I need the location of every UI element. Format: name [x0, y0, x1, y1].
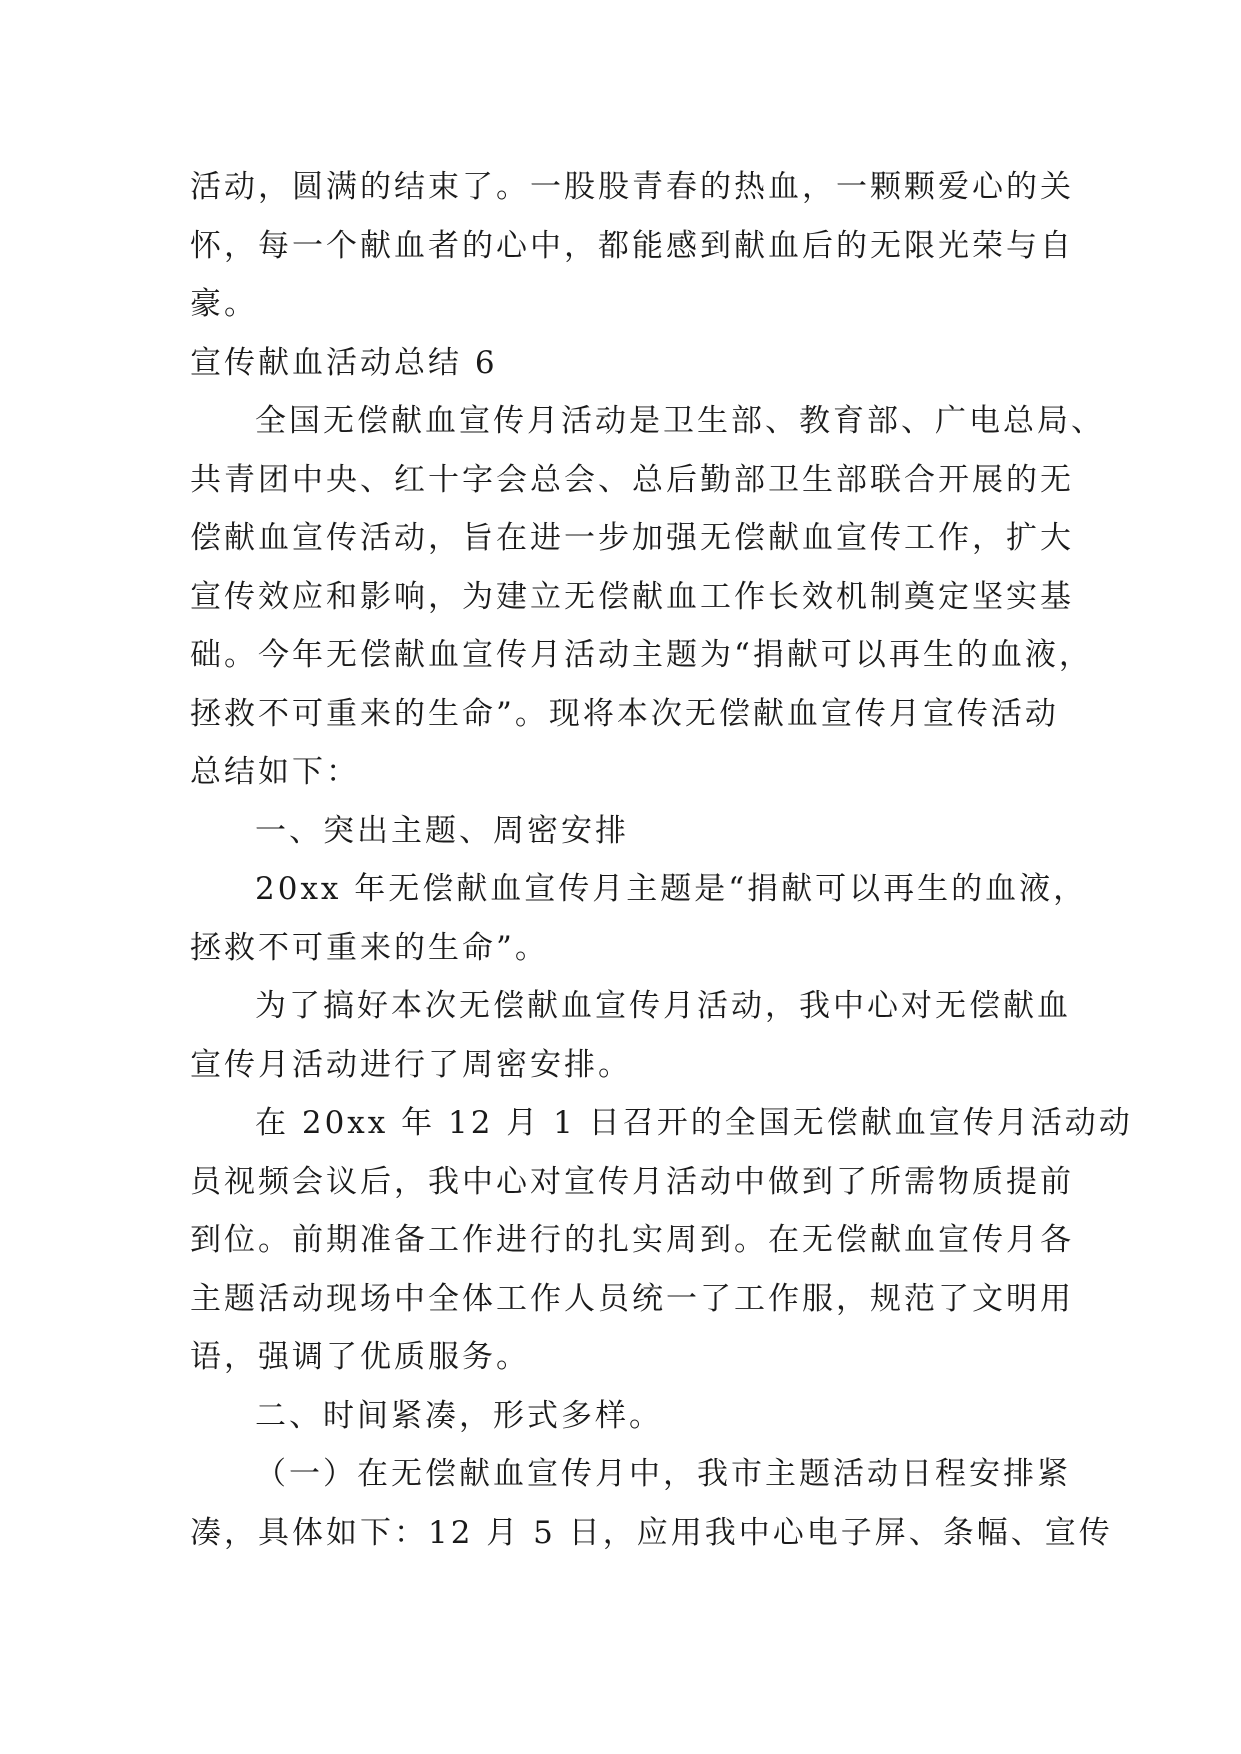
text-line: 员视频会议后，我中心对宣传月活动中做到了所需物质提前 — [190, 1163, 1074, 1200]
text-line: 到位。前期准备工作进行的扎实周到。在无偿献血宣传月各 — [190, 1222, 1074, 1258]
text-line: 活动，圆满的结束了。一股股青春的热血，一颗颗爱心的关 — [190, 169, 1074, 205]
text-line: 为了搞好本次无偿献血宣传月活动，我中心对无偿献血 — [255, 988, 1071, 1024]
text-line: 豪。 — [190, 286, 258, 322]
text-line: 共青团中央、红十字会总会、总后勤部卫生部联合开展的无 — [190, 461, 1074, 498]
text-line: 二、时间紧凑，形式多样。 — [255, 1397, 663, 1434]
text-line: 怀，每一个献血者的心中，都能感到献血后的无限光荣与自 — [190, 227, 1074, 264]
text-line: 础。今年无偿献血宣传月活动主题为“捐献可以再生的血液， — [190, 637, 1093, 673]
text-line: 偿献血宣传活动，旨在进一步加强无偿献血宣传工作，扩大 — [190, 520, 1074, 556]
text-line: 拯救不可重来的生命”。 — [190, 929, 549, 966]
text-line: 在 20xx 年 12 月 1 日召开的全国无偿献血宣传月活动动 — [255, 1105, 1133, 1141]
text-line: 主题活动现场中全体工作人员统一了工作服，规范了文明用 — [190, 1280, 1074, 1317]
text-line: 一、突出主题、周密安排 — [255, 812, 629, 849]
text-line: 总结如下： — [190, 754, 360, 790]
text-line: 宣传月活动进行了周密安排。 — [190, 1046, 632, 1083]
text-line: 宣传献血活动总结 6 — [190, 344, 498, 381]
text-line: 凑，具体如下：12 月 5 日，应用我中心电子屏、条幅、宣传 — [190, 1514, 1113, 1551]
text-line: 20xx 年无偿献血宣传月主题是“捐献可以再生的血液， — [255, 871, 1088, 907]
text-line: 宣传效应和影响，为建立无偿献血工作长效机制奠定坚实基 — [190, 578, 1074, 615]
document-body — [190, 158, 1133, 1562]
text-line: 语，强调了优质服务。 — [190, 1339, 530, 1375]
text-line: 拯救不可重来的生命”。现将本次无偿献血宣传月宣传活动 — [190, 695, 1059, 732]
text-line: 全国无偿献血宣传月活动是卫生部、教育部、广电总局、 — [255, 403, 1105, 439]
text-line: （一）在无偿献血宣传月中，我市主题活动日程安排紧 — [255, 1456, 1071, 1492]
